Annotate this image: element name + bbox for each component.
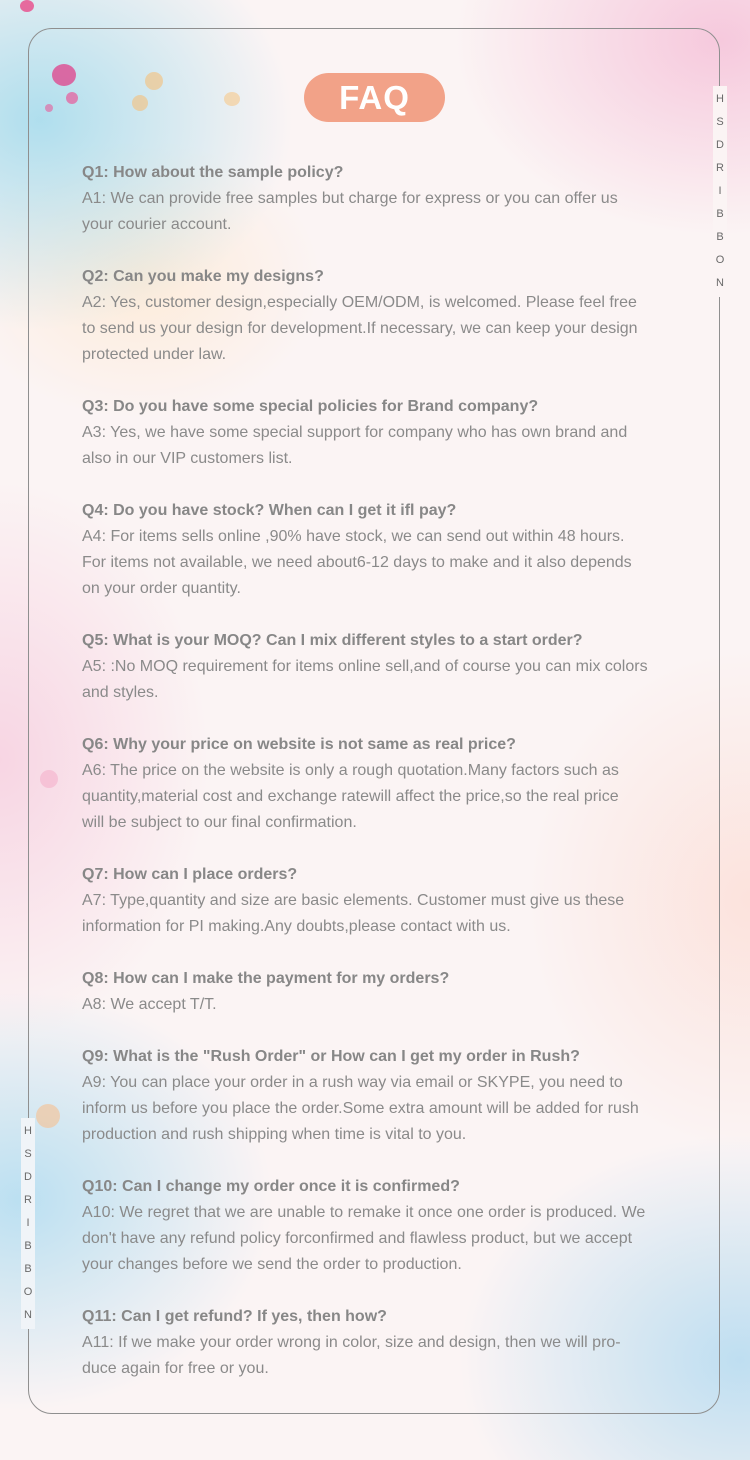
- faq-answer: A1: We can provide free samples but charge for express or you can offer us your courier account.: [82, 190, 618, 233]
- faq-question: Q11: Can I get refund? If yes, then how?: [82, 1308, 387, 1325]
- paint-splash: [20, 0, 34, 12]
- faq-answer: A11: If we make your order wrong in color, size and design, then we will pro- duce again for free or you.: [82, 1334, 621, 1377]
- faq-question: Q7: How can I place orders?: [82, 866, 298, 883]
- faq-list: [82, 160, 672, 1408]
- faq-item: [82, 160, 672, 238]
- faq-item: [82, 1304, 672, 1382]
- faq-item: [82, 498, 672, 602]
- faq-item: [82, 628, 672, 706]
- faq-answer: A6: The price on the website is only a rough quotation.Many factors such as quantity,material cost and exchange ratewill affect the price,so the real price will be subject to our final confirmation.: [82, 762, 619, 831]
- faq-question: Q2: Can you make my designs?: [82, 268, 324, 285]
- faq-question: Q9: What is the "Rush Order" or How can I get my order in Rush?: [82, 1048, 580, 1065]
- faq-item: [82, 1174, 672, 1278]
- faq-answer: A4: For items sells online ,90% have stock, we can send out within 48 hours. For items not available, we need about6-12 days to make and it also depends on your order quantity.: [82, 528, 632, 597]
- faq-item: [82, 732, 672, 836]
- faq-answer: A3: Yes, we have some special support for company who has own brand and also in our VIP customers list.: [82, 424, 628, 467]
- faq-answer: A9: You can place your order in a rush way via email or SKYPE, you need to inform us before you place the order.Some extra amount will be added for rush production and rush shipping when time is vital to you.: [82, 1074, 639, 1143]
- faq-question: Q8: How can I make the payment for my orders?: [82, 970, 450, 987]
- faq-answer: A8: We accept T/T.: [82, 996, 217, 1013]
- faq-question: Q1: How about the sample policy?: [82, 164, 344, 181]
- brand-vertical-right: H S D R I B B O N: [713, 86, 727, 297]
- page-title: FAQ: [339, 78, 410, 116]
- faq-question: Q6: Why your price on website is not same as real price?: [82, 736, 516, 753]
- faq-item: [82, 394, 672, 472]
- faq-answer: A7: Type,quantity and size are basic elements. Customer must give us these information for PI making.Any doubts,please contact with us.: [82, 892, 625, 935]
- faq-question: Q4: Do you have stock? When can I get it ifl pay?: [82, 502, 457, 519]
- faq-answer: A5: :No MOQ requirement for items online sell,and of course you can mix colors and styles.: [82, 658, 648, 701]
- faq-item: [82, 862, 672, 940]
- faq-item: [82, 1044, 672, 1148]
- faq-question: Q10: Can I change my order once it is confirmed?: [82, 1178, 460, 1195]
- brand-vertical-left: H S D R I B B O N: [21, 1118, 35, 1329]
- faq-item: [82, 966, 672, 1018]
- faq-item: [82, 264, 672, 368]
- faq-answer: A10: We regret that we are unable to remake it once one order is produced. We don't have any refund policy forconfirmed and flawless product, but we accept your changes before we send the order to production.: [82, 1204, 646, 1273]
- faq-question: Q3: Do you have some special policies for Brand company?: [82, 398, 539, 415]
- faq-title-badge: [304, 73, 445, 122]
- faq-answer: A2: Yes, customer design,especially OEM/ODM, is welcomed. Please feel free to send us your design for development.If necessary, we can keep your design protected under law.: [82, 294, 638, 363]
- faq-question: Q5: What is your MOQ? Can I mix different styles to a start order?: [82, 632, 583, 649]
